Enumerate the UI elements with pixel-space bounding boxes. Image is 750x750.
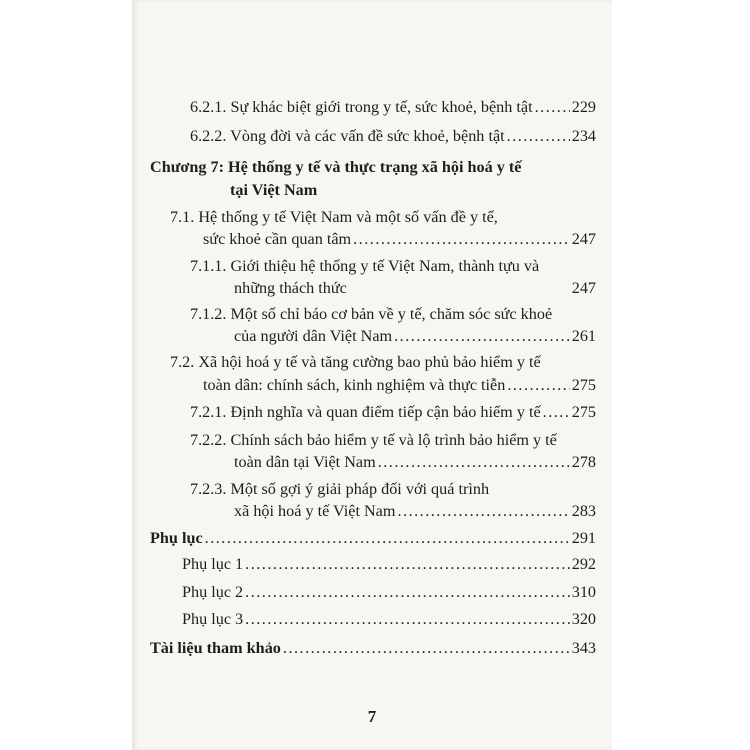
toc-entry-page: 247 — [571, 230, 596, 248]
dot-leader — [507, 377, 569, 393]
toc-entry-7-1-line1: 7.1. Hệ thống y tế Việt Nam và một số vấn đề y tế, — [170, 208, 498, 226]
dot-leader — [543, 404, 570, 420]
toc-entry-title: Phụ lục 3 — [182, 610, 244, 628]
dot-leader — [283, 640, 570, 656]
toc-entry-title: Phụ lục 2 — [182, 583, 244, 601]
toc-entry-page: 261 — [571, 327, 596, 345]
dot-leader — [397, 503, 569, 519]
toc-entry-title: 6.2.2. Vòng đời và các vấn đề sức khoẻ, bệnh tật — [190, 127, 505, 145]
toc-entry-7-2-3-line1: 7.2.3. Một số gợi ý giải pháp đối với quá trình — [190, 480, 490, 498]
dot-leader — [245, 611, 570, 627]
dot-leader — [378, 454, 570, 470]
dot-leader — [245, 584, 570, 600]
toc-entry-7-2-2 — [234, 454, 596, 470]
toc-entry-phu-luc — [150, 530, 596, 546]
toc-entry-7-2-line1: 7.2. Xã hội hoá y tế và tăng cường bao phủ bảo hiểm y tế — [170, 353, 541, 371]
dot-leader — [507, 128, 570, 144]
toc-entry-page: 275 — [571, 376, 596, 394]
dot-leader — [205, 530, 570, 546]
toc-entry-page: 283 — [571, 502, 596, 520]
page-number: 7 — [367, 707, 377, 726]
toc-entry-page: 229 — [571, 98, 596, 116]
toc-entry-page: 310 — [571, 583, 596, 601]
toc-entry-7-1-1-line1: 7.1.1. Giới thiệu hệ thống y tế Việt Nam, thành tựu và — [190, 257, 540, 275]
toc-entry-7-2 — [203, 377, 596, 393]
dot-leader — [245, 556, 570, 572]
toc-entry-phu-luc-2 — [182, 584, 596, 600]
toc-entry-title: toàn dân: chính sách, kinh nghiệm và thực tiễn — [203, 376, 506, 394]
toc-entry-7-2-1 — [190, 404, 596, 420]
toc-entry-title: 6.2.1. Sự khác biệt giới trong y tế, sức khoẻ, bệnh tật — [190, 98, 533, 116]
toc-entry-title: xã hội hoá y tế Việt Nam — [234, 502, 396, 520]
background-right — [612, 0, 750, 750]
toc-entry-title: toàn dân tại Việt Nam — [234, 453, 376, 471]
toc-entry-phu-luc-3 — [182, 611, 596, 627]
toc-entry-title: Phụ lục — [150, 529, 203, 547]
toc-entry-6-2-2 — [190, 128, 596, 144]
toc-entry-page: 292 — [571, 555, 596, 573]
toc-entry-7-2-3 — [234, 503, 596, 519]
toc-entry-title: 7.2.1. Định nghĩa và quan điểm tiếp cận bảo hiểm y tế — [190, 403, 541, 421]
background-left — [0, 0, 132, 750]
toc-entry-7-2-2-line1: 7.2.2. Chính sách bảo hiểm y tế và lộ trình bảo hiểm y tế — [190, 431, 557, 449]
toc-entry-tai-lieu-tham-khao — [150, 640, 596, 656]
toc-entry-phu-luc-1 — [182, 556, 596, 572]
toc-entry-6-2-1 — [190, 99, 596, 115]
toc-entry-title: Phụ lục 1 — [182, 555, 244, 573]
dot-leader — [394, 328, 570, 344]
toc-entry-page: 278 — [571, 453, 596, 471]
chapter-7-title-line2: tại Việt Nam — [230, 181, 318, 199]
dot-leader — [535, 99, 570, 115]
toc-entry-title: những thách thức — [234, 279, 347, 297]
toc-entry-page: 234 — [571, 127, 596, 145]
toc-entry-7-1-2-line1: 7.1.2. Một số chỉ báo cơ bản về y tế, chăm sóc sức khoẻ — [190, 305, 553, 323]
toc-entry-title: của người dân Việt Nam — [234, 327, 393, 345]
toc-entry-title: sức khoẻ cần quan tâm — [203, 230, 352, 248]
dot-leader — [353, 231, 570, 247]
toc-entry-7-1 — [203, 231, 596, 247]
toc-entry-page: 291 — [571, 529, 596, 547]
toc-entry-page: 320 — [571, 610, 596, 628]
toc-entry-page: 247 — [571, 279, 596, 297]
toc-entry-page: 275 — [571, 403, 596, 421]
toc-entry-7-1-2 — [234, 328, 596, 344]
toc-entry-7-1-1 — [234, 280, 596, 296]
chapter-7-title-line1: Chương 7: Hệ thống y tế và thực trạng xã hội hoá y tế — [150, 158, 522, 176]
toc-entry-title: Tài liệu tham khảo — [150, 639, 281, 657]
toc-entry-page: 343 — [571, 639, 596, 657]
